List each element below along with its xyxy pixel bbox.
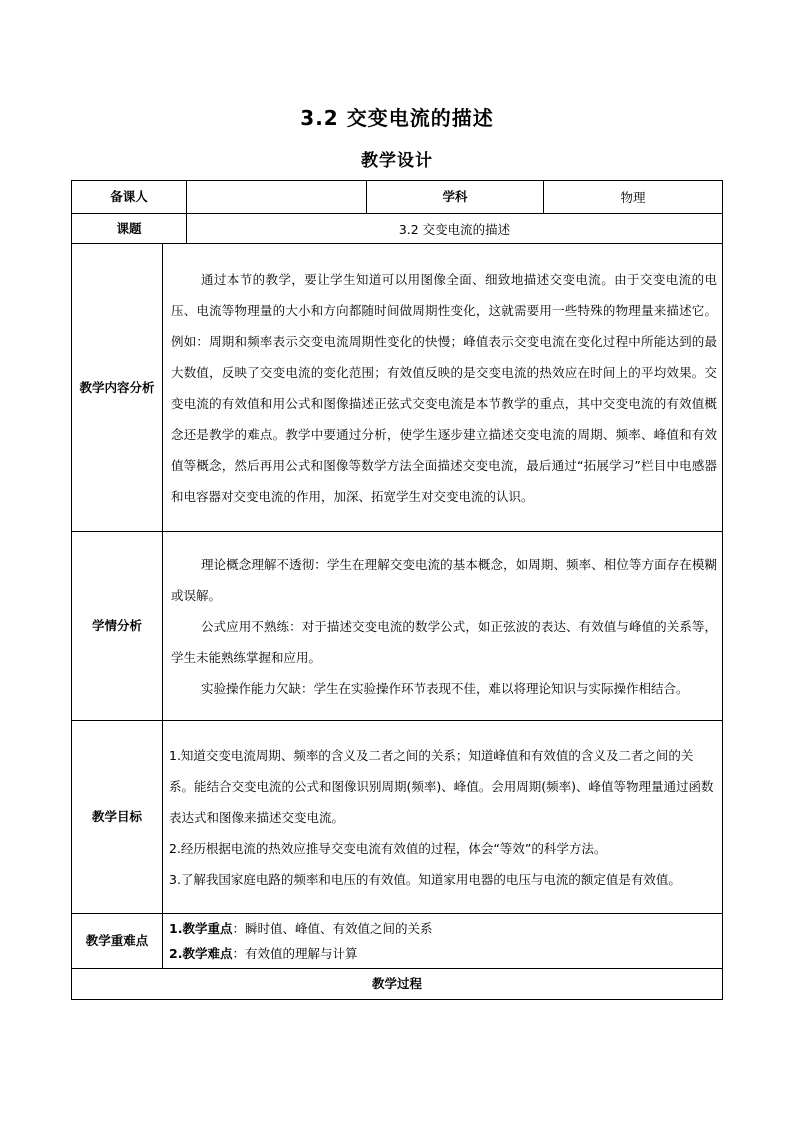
objectives-label: 教学目标 xyxy=(72,721,163,914)
objective-item: 1.知道交变电流周期、频率的含义及二者之间的关系；知道峰值和有效值的含义及二者之间的关系。能结合交变电流的公式和图像识别周期(频率)、峰值。会用周期(频率)、峰值等物理量通过函数表达式和图像来描述交变电流。 xyxy=(169,747,714,825)
table-row xyxy=(72,532,723,721)
key-point-focus xyxy=(163,916,722,941)
difficulty-label: 2.教学难点 xyxy=(169,946,233,961)
learner-paragraph: 实验操作能力欠缺：学生在实验操作环节表现不佳，难以将理论知识与实际操作相结合。 xyxy=(201,680,689,696)
page-title: 3.2 交变电流的描述 xyxy=(300,106,494,130)
page-subtitle: 教学设计 xyxy=(361,151,433,171)
preparer-value xyxy=(187,181,367,214)
topic-label: 课题 xyxy=(72,214,187,244)
key-point-difficulty xyxy=(163,941,722,966)
table-row xyxy=(72,244,723,532)
content-analysis-text: 通过本节的教学，要让学生知道可以用图像全面、细致地描述交变电流。由于交变电流的电压、电流等物理量的大小和方向都随时间做周期性变化，这就需要用一些特殊的物理量来描述它。例如：周期和频率表示交变电流周期性变化的快慢；峰值表示交变电流在变化过程中所能达到的最大数值，反映了交变电流的变化范围；有效值反映的是交变电流的热效应在时间上的平均效果。交变电流的有效值和用公式和图像描述正弦式交变电流是本节教学的重点，其中交变电流的有效值概念还是教学的难点。教学中要通过分析，使学生逐步建立描述交变电流的周期、频率、峰值和有效值等概念，然后再用公式和图像等数学方法全面描述交变电流，最后通过“拓展学习”栏目中电感器和电容器对交变电流的作用，加深、拓宽学生对交变电流的认识。 xyxy=(171,271,718,504)
process-heading: 教学过程 xyxy=(72,969,723,1000)
table-row xyxy=(72,721,723,914)
content-analysis-cell xyxy=(163,244,723,532)
table-row xyxy=(72,969,723,1000)
subject-label: 学科 xyxy=(367,181,544,214)
lesson-plan-table xyxy=(71,180,723,1000)
focus-text: ：瞬时值、峰值、有效值之间的关系 xyxy=(232,921,433,936)
learner-analysis-cell xyxy=(163,532,723,721)
key-points-cell xyxy=(163,914,723,969)
learner-analysis-label: 学情分析 xyxy=(72,532,163,721)
table-row xyxy=(72,181,723,214)
subject-value: 物理 xyxy=(544,181,723,214)
content-analysis-label xyxy=(72,244,163,532)
preparer-label: 备课人 xyxy=(72,181,187,214)
learner-paragraph: 公式应用不熟练：对于描述交变电流的数学公式，如正弦波的表达、有效值与峰值的关系等，学生未能熟练掌握和应用。 xyxy=(171,618,718,665)
objectives-cell xyxy=(163,721,723,914)
key-points-label: 教学重难点 xyxy=(72,914,163,969)
objective-item: 2.经历根据电流的热效应推导交变电流有效值的过程，体会“等效”的科学方法。 xyxy=(169,840,607,856)
focus-label: 1.教学重点 xyxy=(169,921,233,936)
topic-value: 3.2 交变电流的描述 xyxy=(187,214,723,244)
content-analysis-label-text: 教学内容分析 xyxy=(79,379,155,395)
learner-paragraph: 理论概念理解不透彻：学生在理解交变电流的基本概念，如周期、频率、相位等方面存在模糊或误解。 xyxy=(171,556,718,603)
table-row xyxy=(72,214,723,244)
difficulty-text: ：有效值的理解与计算 xyxy=(232,946,358,961)
table-row xyxy=(72,914,723,969)
objective-item: 3.了解我国家庭电路的频率和电压的有效值。知道家用电器的电压与电流的额定值是有效值。 xyxy=(169,871,681,887)
